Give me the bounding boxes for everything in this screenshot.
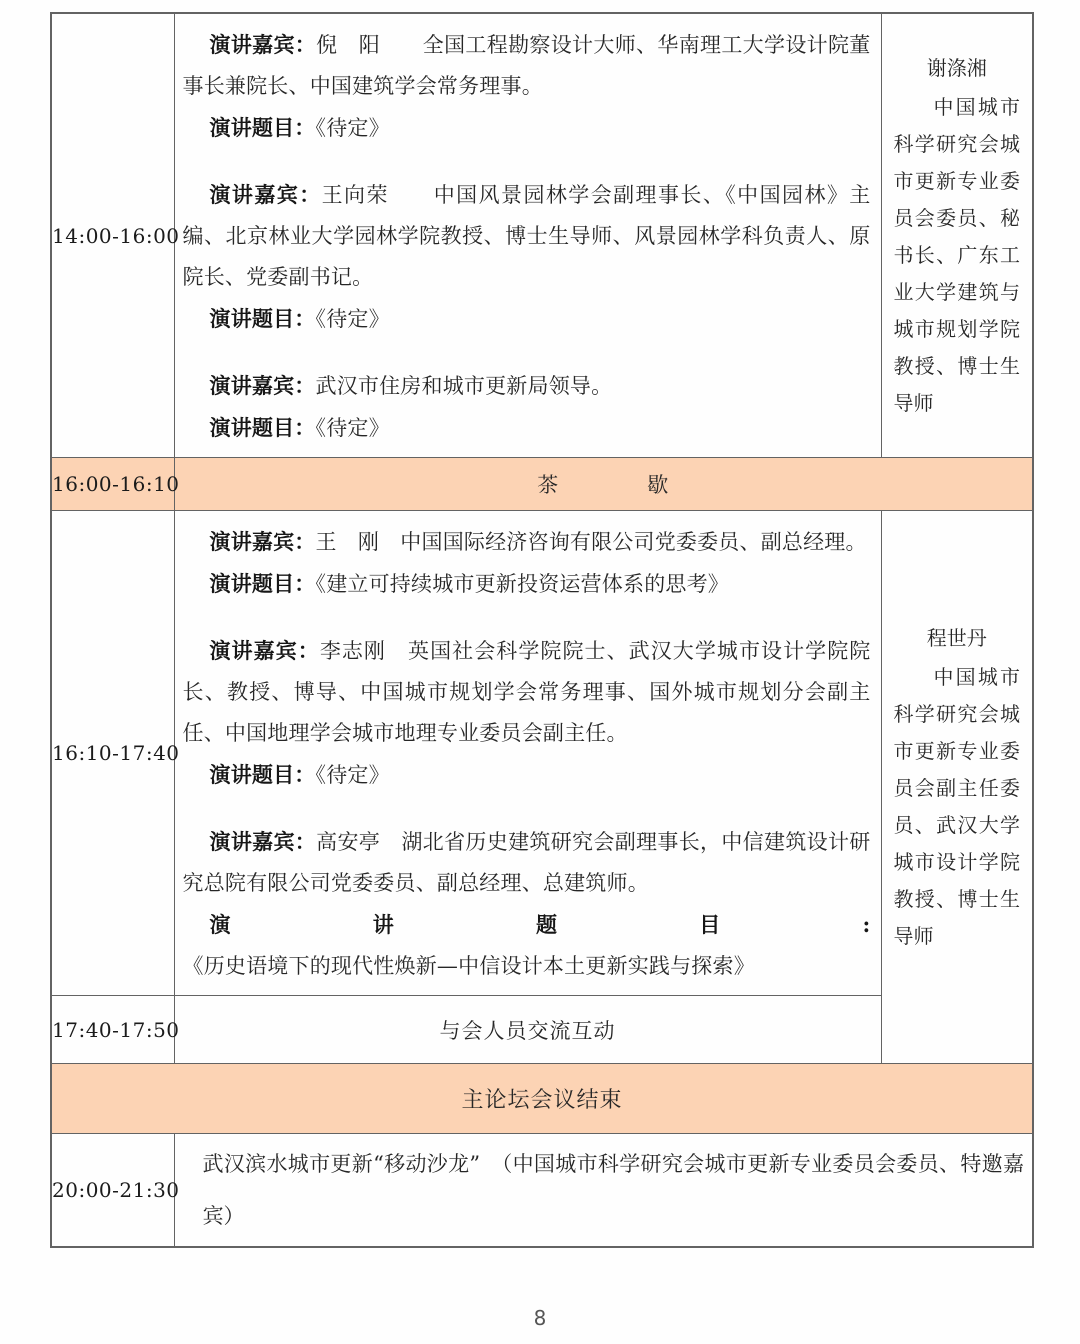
time-cell-1740-1750: 17:40-17:50	[51, 996, 174, 1064]
page-number: 8	[533, 1306, 547, 1330]
agenda-line-label: 演讲题目:	[209, 912, 871, 937]
moderator-bio: 中国城市科学研究会城市更新专业委员会委员、秘书长、广东工业大学建筑与城市规划学院教授、博士生导师	[893, 95, 1020, 415]
speaker-block	[183, 630, 871, 796]
speaker-block	[183, 365, 871, 449]
speaker-block	[183, 24, 871, 149]
agenda-line: 演讲题目：《待定》	[209, 762, 390, 787]
session-content-cell	[174, 511, 881, 996]
time-cell-2000-2130: 20:00-21:30	[51, 1134, 174, 1248]
time-cell-1600-1610: 16:00-16:10	[51, 458, 174, 511]
moderator-name: 程世丹	[926, 626, 987, 650]
agenda-line-label: 演讲题目：	[209, 306, 316, 331]
tea-break-label: 茶 歇	[174, 458, 1033, 511]
agenda-line-label: 演讲题目：	[209, 762, 316, 787]
tea-break-row	[51, 458, 1033, 511]
agenda-line: 演讲嘉宾：高安亭 湖北省历史建筑研究会副理事长，中信建筑设计研究总院有限公司党委委员、副总经理、总建筑师。	[182, 829, 871, 895]
speaker-block	[183, 521, 871, 605]
agenda-line-label: 演讲嘉宾：	[209, 182, 322, 207]
agenda-line-label: 演讲题目：	[209, 571, 316, 596]
agenda-line: 演讲嘉宾：王 刚 中国国际经济咨询有限公司党委委员、副总经理。	[209, 529, 867, 554]
agenda-line-label: 演讲嘉宾：	[209, 373, 316, 398]
moderator-bio: 中国城市科学研究会城市更新专业委员会副主任委员、武汉大学城市设计学院教授、博士生导师	[893, 665, 1020, 948]
agenda-line: 演讲嘉宾：王向荣 中国风景园林学会副理事长、《中国园林》主编、北京林业大学园林学院教授、博士生导师、风景园林学科负责人、原院长、党委副书记。	[182, 182, 871, 289]
agenda-line: 演讲嘉宾：武汉市住房和城市更新局领导。	[209, 373, 613, 398]
agenda-line-label: 演讲嘉宾：	[209, 829, 317, 854]
speaker-block	[183, 821, 871, 987]
mobile-salon-cell	[174, 1134, 1033, 1248]
time-cell-1610-1740: 16:10-17:40	[51, 511, 174, 996]
forum-end-banner-label: 主论坛会议结束	[51, 1064, 1033, 1134]
session-row-2000-2130	[51, 1134, 1033, 1248]
session-row-1400-1600	[51, 13, 1033, 458]
moderator-cell	[881, 13, 1033, 458]
moderator-cell	[881, 511, 1033, 1064]
agenda-line: 演讲嘉宾：倪 阳 全国工程勘察设计大师、华南理工大学设计院董事长兼院长、中国建筑学会常务理事。	[182, 32, 871, 98]
speaker-blocks	[183, 521, 871, 987]
agenda-line: 演讲题目：《建立可持续城市更新投资运营体系的思考》	[209, 571, 729, 596]
agenda-line: 演讲题目：《待定》	[209, 306, 390, 331]
agenda-line: 演讲题目:《历史语境下的现代性焕新—中信设计本土更新实践与探索》	[182, 912, 871, 978]
agenda-line-label: 演讲题目：	[209, 115, 316, 140]
agenda-line-label: 演讲嘉宾：	[209, 32, 317, 57]
agenda-line-label: 演讲嘉宾：	[209, 529, 316, 554]
interaction-label: 与会人员交流互动	[174, 996, 881, 1064]
session-content-cell	[174, 13, 881, 458]
mobile-salon-text: 武汉滨水城市更新“移动沙龙” （中国城市科学研究会城市更新专业委员会委员、特邀嘉宾）	[202, 1152, 1024, 1228]
agenda-line: 演讲嘉宾：李志刚 英国社会科学院院士、武汉大学城市设计学院院长、教授、博导、中国城市规划学会常务理事、国外城市规划分会副主任、中国地理学会城市地理专业委员会副主任。	[182, 638, 871, 745]
speaker-block	[183, 174, 871, 340]
speaker-blocks	[183, 24, 871, 449]
agenda-line-label: 演讲题目：	[209, 415, 316, 440]
schedule-table	[50, 12, 1034, 1248]
moderator-name: 谢涤湘	[926, 56, 987, 80]
agenda-line: 演讲题目：《待定》	[209, 115, 390, 140]
agenda-line-label: 演讲嘉宾：	[209, 638, 320, 663]
time-cell-1400-1600: 14:00-16:00	[51, 13, 174, 458]
agenda-line: 演讲题目：《待定》	[209, 415, 390, 440]
forum-end-banner-row	[51, 1064, 1033, 1134]
session-row-1610-1740	[51, 511, 1033, 996]
